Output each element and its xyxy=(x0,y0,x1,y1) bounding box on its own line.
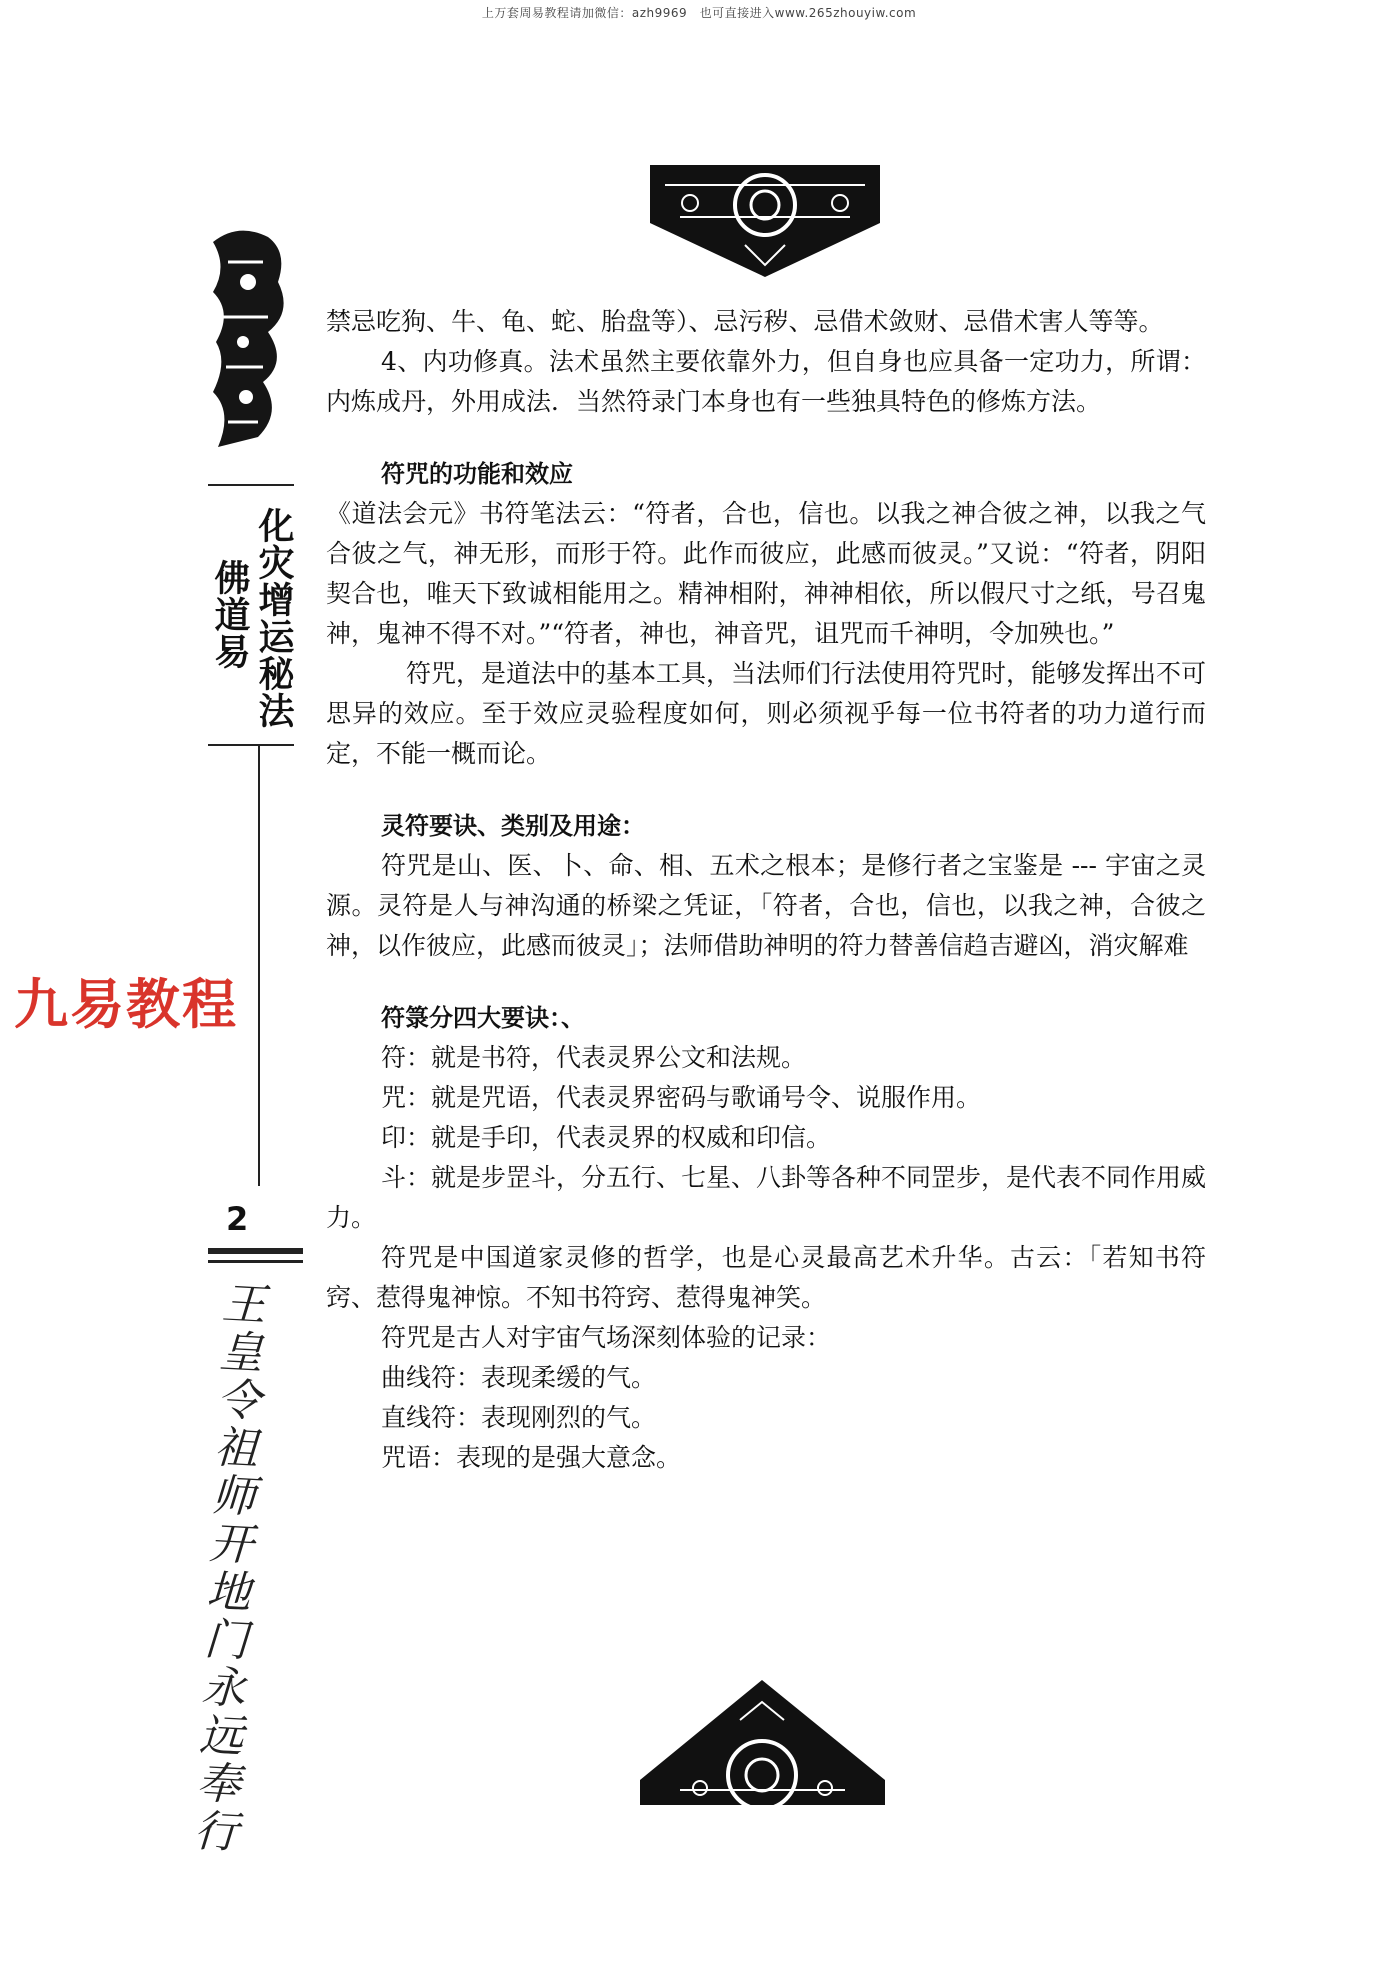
bottom-ornament xyxy=(640,1680,885,1805)
list-item: 斗：就是步罡斗，分五行、七星、八卦等各种不同罡步，是代表不同作用威力。 xyxy=(326,1163,1207,1232)
main-content xyxy=(326,302,1206,1478)
list-item: 曲线符：表现柔缓的气。 xyxy=(381,1363,657,1392)
list-item: 印：就是手印，代表灵界的权威和印信。 xyxy=(381,1123,832,1152)
section-heading: 符咒的功能和效应 xyxy=(381,460,573,488)
list-item: 咒：就是咒语，代表灵界密码与歌诵号令、说服作用。 xyxy=(381,1083,982,1112)
handwritten-signature: 王皇令祖师开地门永远奉行 xyxy=(184,1279,267,1857)
paragraph: 禁忌吃狗、牛、龟、蛇、胎盘等）、忌污秽、忌借术敛财、忌借术害人等等。 xyxy=(326,307,1164,336)
paragraph: 符咒是山、医、卜、命、相、五术之根本；是修行者之宝鉴是 --- 宇宙之灵源。灵符是人与神沟通的桥梁之凭证，「符者，合也，信也，以我之神，合彼之神，以作彼应，此感而彼灵」；法师借助神明的符力替善信趋吉避凶，消灾解难 xyxy=(326,851,1206,960)
paragraph: 符咒，是道法中的基本工具，当法师们行法使用符咒时，能够发挥出不可思异的效应。至于效应灵验程度如何，则必须视乎每一位书符者的功力道行而定，不能一概而论。 xyxy=(326,659,1207,768)
side-rule-top xyxy=(208,484,294,486)
paragraph: 《道法会元》书符笔法云：“符者，合也，信也。以我之神合彼之神，以我之气合彼之气，神无形，而形于符。此作而彼应，此感而彼灵。”又说：“符者，阴阳契合也，唯天下致诚相能用之。精神相附，神神相依，所以假尺寸之纸，号召鬼神，鬼神不得不对。”“符者，神也，神音咒，诅咒而千神明，令加殃也。” xyxy=(326,499,1206,648)
paragraph: 符咒是古人对宇宙气场深刻体验的记录： xyxy=(381,1323,832,1352)
page-number-rule-2 xyxy=(208,1260,303,1263)
page-number-rule-1 xyxy=(208,1248,303,1254)
side-title-main: 化灾增运秘法 xyxy=(253,507,294,729)
header-note: 上万套周易教程请加微信：azh9969 也可直接进入www.265zhouyiw.com xyxy=(481,6,917,20)
corner-ornament xyxy=(208,222,293,452)
paragraph: 符咒是中国道家灵修的哲学，也是心灵最高艺术升华。古云：「若知书符窍、惹得鬼神惊。不知书符窍、惹得鬼神笑。 xyxy=(326,1243,1206,1312)
top-ornament xyxy=(650,165,880,277)
watermark: 九易教程 xyxy=(14,973,238,1036)
section-heading: 灵符要诀、类别及用途： xyxy=(381,812,645,840)
side-rule-vertical xyxy=(258,746,260,1186)
list-item: 直线符：表现刚烈的气。 xyxy=(381,1403,657,1432)
page-number: 2 xyxy=(226,1200,249,1238)
list-item: 咒语：表现的是强大意念。 xyxy=(381,1443,682,1472)
section-heading: 符箓分四大要诀：、 xyxy=(381,1004,585,1032)
paragraph: 4、内功修真。法术虽然主要依靠外力，但自身也应具备一定功力，所谓：内炼成丹，外用成法．当然符录门本身也有一些独具特色的修炼方法。 xyxy=(326,347,1206,416)
list-item: 符：就是书符，代表灵界公文和法规。 xyxy=(381,1043,807,1072)
side-title-sub: 佛道易 xyxy=(209,559,250,670)
side-title xyxy=(209,505,315,745)
